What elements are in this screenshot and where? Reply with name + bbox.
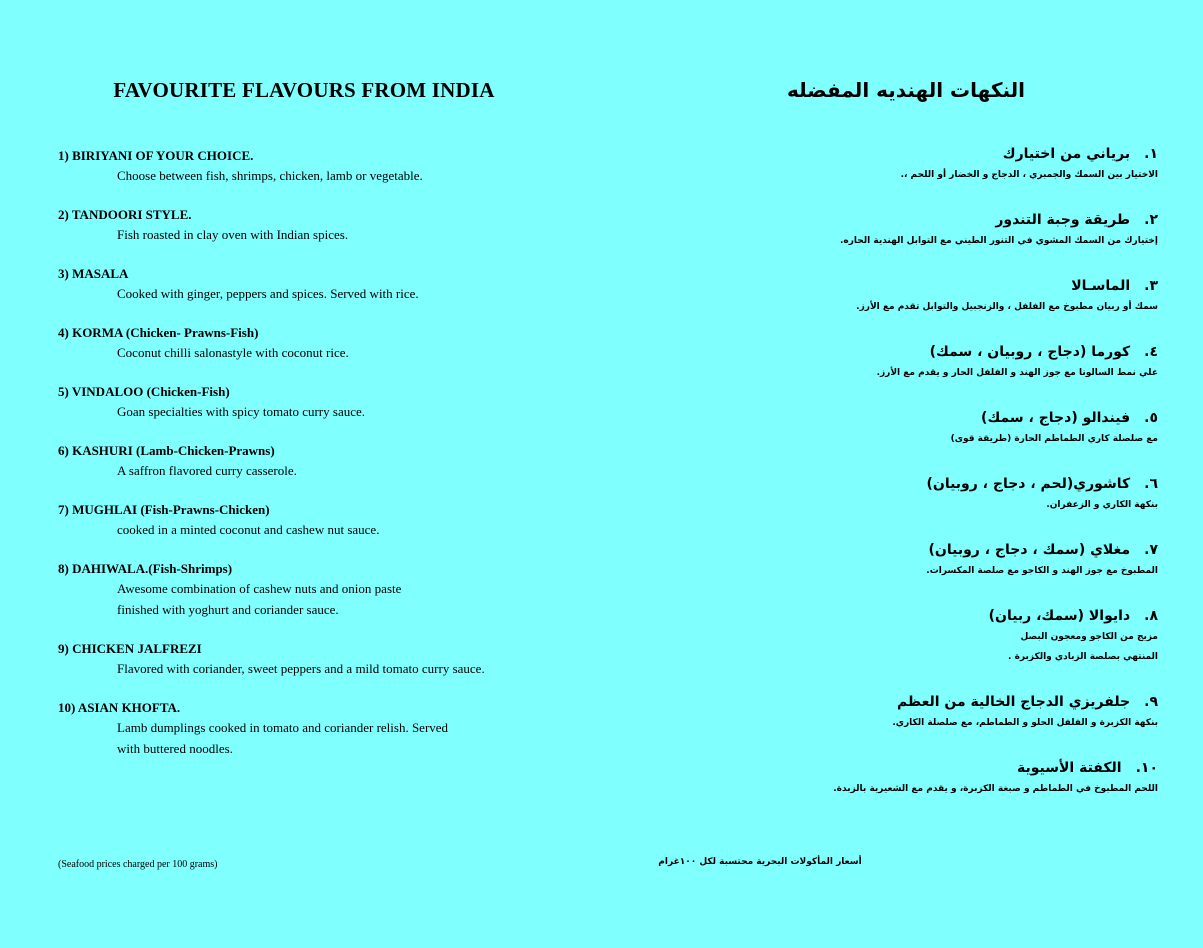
- menu-item: [58, 442, 578, 481]
- menu-item-name-arabic: جلفريزي الدجاج الخالية من العظم: [896, 694, 1131, 710]
- menu-item: [58, 560, 578, 620]
- menu-item: [58, 147, 578, 186]
- menu-item-description: [58, 224, 578, 245]
- menu-item-description-line: Flavored with coriander, sweet peppers and a mild tomato curry sauce.: [117, 661, 485, 676]
- menu-item-name-row-arabic: [718, 209, 1158, 231]
- menu-item-name-arabic: مغلاي (سمك ، دجاج ، روبيان): [928, 542, 1131, 558]
- menu-item-arabic: [718, 407, 1158, 449]
- menu-item-number-arabic: ٦.: [1144, 476, 1158, 492]
- menu-item-name-row-arabic: [718, 341, 1158, 363]
- menu-item: [58, 699, 578, 759]
- menu-item-description-line: Goan specialties with spicy tomato curry sauce.: [117, 404, 366, 419]
- arabic-seafood-note: أسعار المأكولات البحرية محتسبة لكل ١٠٠غرام: [658, 857, 862, 867]
- menu-item-name-arabic: الماسـالا: [1071, 278, 1131, 294]
- menu-item-description-line: Choose between fish, shrimps, chicken, lamb or vegetable.: [117, 168, 423, 183]
- menu-item-number-arabic: ٨.: [1144, 608, 1158, 624]
- menu-item-description-line: Fish roasted in clay oven with Indian spices.: [117, 227, 349, 242]
- menu-item-arabic: [718, 275, 1158, 317]
- menu-item-description-arabic: [718, 779, 1158, 799]
- english-menu-list: [58, 147, 578, 779]
- menu-item-arabic: [718, 757, 1158, 799]
- menu-item-name-row-arabic: [718, 691, 1158, 713]
- menu-item-description-line: Awesome combination of cashew nuts and onion paste: [117, 581, 402, 596]
- menu-item-arabic: [718, 209, 1158, 251]
- menu-item-description: [58, 401, 578, 422]
- menu-item-description: [58, 165, 578, 186]
- menu-item-name-row-arabic: [718, 275, 1158, 297]
- menu-item-description-arabic: [718, 495, 1158, 515]
- menu-item-name: 2) TANDOORI STYLE.: [58, 207, 192, 222]
- menu-item-description-line-arabic: بنكهة الكزبرة و الفلفل الحلو و الطماطم، مع صلصلة الكاري.: [892, 718, 1158, 728]
- menu-item-description-arabic: [718, 165, 1158, 185]
- menu-item-description-line-arabic: مزيج من الكاجو ومعجون البصل: [1020, 632, 1158, 642]
- menu-item-description: [58, 342, 578, 363]
- menu-item-name-row-arabic: [718, 757, 1158, 779]
- menu-item-name: 6) KASHURI (Lamb-Chicken-Prawns): [58, 443, 275, 458]
- menu-item-description-arabic: [718, 561, 1158, 581]
- menu-item-name-row-arabic: [718, 539, 1158, 561]
- menu-item-name: 10) ASIAN KHOFTA.: [58, 700, 181, 715]
- menu-item-name-row-arabic: [718, 407, 1158, 429]
- english-seafood-note: (Seafood prices charged per 100 grams): [58, 859, 218, 870]
- menu-item-description-line-arabic: اللحم المطبوخ في الطماطم و صبغة الكزبرة، و يقدم مع الشعيرية بالزبدة.: [833, 784, 1158, 794]
- menu-item-description-line-arabic: المنتهي بصلصة الزبادي والكزبرة .: [1008, 652, 1158, 662]
- menu-item-name: 7) MUGHLAI (Fish-Prawns-Chicken): [58, 502, 270, 517]
- menu-item-description-line-arabic: سمك أو ربيان مطبوخ مع الفلفل ، والزنجبيل والتوابل تقدم مع الأرز.: [856, 302, 1158, 312]
- menu-item-number-arabic: ١٠.: [1135, 760, 1158, 776]
- menu-item-description: [58, 283, 578, 304]
- menu-item-number-arabic: ٧.: [1144, 542, 1158, 558]
- menu-item-number-arabic: ٢.: [1144, 212, 1158, 228]
- menu-item-number-arabic: ٤.: [1144, 344, 1158, 360]
- menu-item-description-line-arabic: الاختيار بين السمك والجمبري ، الدجاج و الخضار أو اللحم ،.: [900, 170, 1158, 180]
- menu-item-description-line: with buttered noodles.: [117, 741, 233, 756]
- menu-item-description: [58, 519, 578, 540]
- menu-item-name-row-arabic: [718, 473, 1158, 495]
- menu-item-description-line-arabic: علي نمط السالونا مع جوز الهند و الفلفل الحار و يقدم مع الأرز.: [876, 368, 1158, 378]
- menu-item-description-arabic: [718, 231, 1158, 251]
- menu-item-name: 4) KORMA (Chicken- Prawns-Fish): [58, 325, 259, 340]
- menu-item-description-arabic: [718, 713, 1158, 733]
- menu-item-description-line: finished with yoghurt and coriander sauce.: [117, 602, 339, 617]
- menu-item-name: 9) CHICKEN JALFREZI: [58, 641, 202, 656]
- menu-item-number-arabic: ٩.: [1144, 694, 1158, 710]
- menu-item-name-arabic: كاشوري(لحم ، دجاج ، روبيان): [926, 476, 1131, 492]
- menu-item-description-line-arabic: بنكهة الكاري و الزعفران.: [1046, 500, 1158, 510]
- menu-item: [58, 501, 578, 540]
- menu-item-number-arabic: ٥.: [1144, 410, 1158, 426]
- menu-item-description: [58, 460, 578, 481]
- menu-item-description: [58, 717, 578, 759]
- menu-item-name-arabic: دايوالا (سمك، ربيان): [988, 608, 1131, 624]
- menu-item: [58, 640, 578, 679]
- menu-item-description-arabic: [718, 429, 1158, 449]
- menu-item: [58, 383, 578, 422]
- menu-item: [58, 265, 578, 304]
- menu-item-name-arabic: فيندالو (دجاج ، سمك): [981, 410, 1131, 426]
- menu-item-arabic: [718, 473, 1158, 515]
- arabic-menu-list: [718, 143, 1158, 823]
- menu-item-description-line: cooked in a minted coconut and cashew nut sauce.: [117, 522, 380, 537]
- menu-item-name-arabic: كورما (دجاج ، روبيان ، سمك): [929, 344, 1131, 360]
- menu-item-name-arabic: الكفتة الأسيوية: [1016, 760, 1122, 776]
- menu-item-name: 1) BIRIYANI OF YOUR CHOICE.: [58, 148, 254, 163]
- menu-item-name-row-arabic: [718, 143, 1158, 165]
- menu-item-description-line-arabic: إختيارك من السمك المشوي في التنور الطيني مع التوابل الهندية الحاره.: [840, 236, 1158, 246]
- menu-item-arabic: [718, 143, 1158, 185]
- menu-item: [58, 206, 578, 245]
- menu-item: [58, 324, 578, 363]
- menu-item-arabic: [718, 341, 1158, 383]
- menu-item-description-line: Cooked with ginger, peppers and spices. Served with rice.: [117, 286, 419, 301]
- menu-item-description-line: Coconut chilli salonastyle with coconut rice.: [117, 345, 349, 360]
- arabic-menu-title: النكهات الهنديه المفضله: [787, 78, 1025, 102]
- menu-item-description: [58, 578, 578, 620]
- menu-item-number-arabic: ٣.: [1144, 278, 1158, 294]
- menu-item-name-arabic: برياني من اختيارك: [1002, 146, 1131, 162]
- menu-item-description-line: A saffron flavored curry casserole.: [117, 463, 297, 478]
- menu-item-arabic: [718, 691, 1158, 733]
- menu-item-number-arabic: ١.: [1144, 146, 1158, 162]
- menu-item-name: 5) VINDALOO (Chicken-Fish): [58, 384, 230, 399]
- menu-item-arabic: [718, 605, 1158, 667]
- menu-item-description-arabic: [718, 363, 1158, 383]
- menu-item-description-arabic: [718, 627, 1158, 667]
- english-menu-title: FAVOURITE FLAVOURS FROM INDIA: [113, 78, 495, 102]
- menu-item-description-line: Lamb dumplings cooked in tomato and coriander relish. Served: [117, 720, 449, 735]
- menu-item-description-line-arabic: مع صلصلة كاري الطماطم الحارة (طريقة قوى): [950, 434, 1158, 444]
- menu-item-name: 3) MASALA: [58, 266, 129, 281]
- menu-item-description-line-arabic: المطبوخ مع جوز الهند و الكاجو مع صلصة المكسرات.: [926, 566, 1158, 576]
- menu-item-description: [58, 658, 578, 679]
- menu-item-arabic: [718, 539, 1158, 581]
- menu-item-name-row-arabic: [718, 605, 1158, 627]
- menu-item-name-arabic: طريقة وجبة التندور: [995, 212, 1131, 228]
- menu-item-name: 8) DAHIWALA.(Fish-Shrimps): [58, 561, 233, 576]
- menu-item-description-arabic: [718, 297, 1158, 317]
